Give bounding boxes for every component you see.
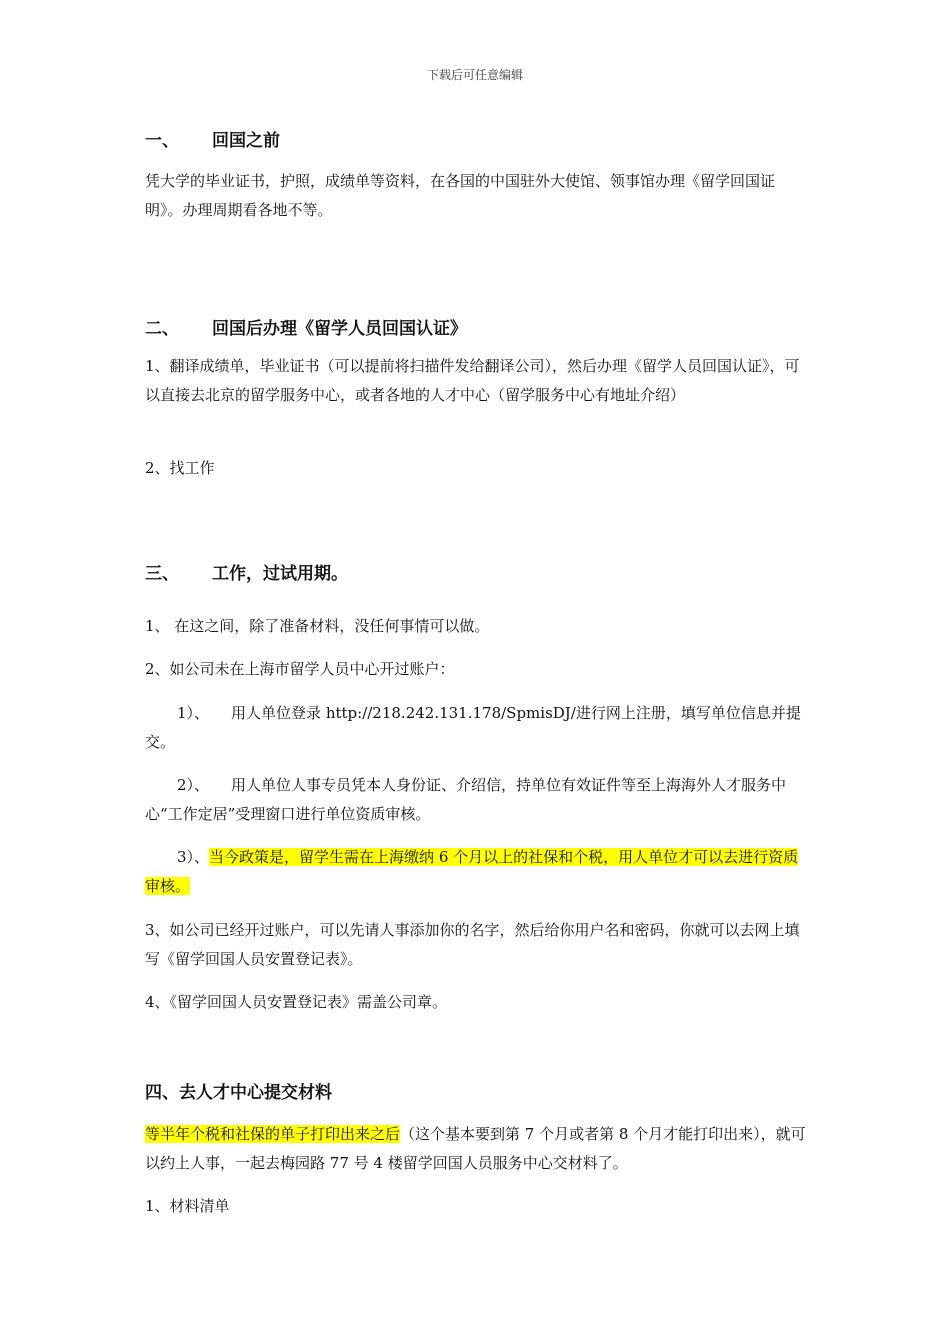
section-1-number: 一、 [145,131,179,151]
section-3-number: 三、 [145,564,179,584]
section-4-heading: 四、去人才中心提交材料 [145,1083,332,1103]
section-3-title: 工作，过试用期。 [212,564,348,584]
section-2-item-1: 1、翻译成绩单，毕业证书（可以提前将扫描件发给翻译公司），然后办理《留学人员回国认证》，可以直接去北京的留学服务中心，或者各地的人才中心（留学服务中心有地址介绍） [145,357,800,404]
section-3-item-3: 3、如公司已经开过账户，可以先请人事添加你的名字，然后给你用户名和密码，你就可以去网上填写《留学回国人员安置登记表》。 [145,921,800,968]
subitem-1-text: 用人单位登录 http://218.242.131.178/SpmisDJ/进行网上注册，填写单位信息并提交。 [145,704,801,751]
section-4-paragraph [145,1120,810,1178]
section-3-subitem-2 [145,771,810,829]
subitem-3-highlighted-text: 当今政策是，留学生需在上海缴纳 6 个月以上的社保和个税，用人单位才可以去进行资质审核。 [145,848,799,895]
section-3-subitem-1 [145,699,810,757]
section-3-item-1: 1、 在这之间，除了准备材料，没任何事情可以做。 [145,617,490,635]
section-2-heading [145,314,467,339]
section-2-number: 二、 [145,319,179,339]
subitem-3-number: 3）、 [177,848,210,866]
section-3-subitem-3 [145,843,810,901]
section-1-heading [145,126,280,151]
subitem-2-number: 2）、 [177,776,210,794]
section-2-item-2: 2、找工作 [145,459,215,477]
section-4-text: （这个基本要到第 7 个月或者第 8 个月才能打印出来），就可以约上人事，一起去梅园路 77 号 4 楼留学回国人员服务中心交材料了。 [145,1125,806,1172]
section-3-item-2: 2、如公司未在上海市留学人员中心开过账户： [145,660,455,678]
section-3-item-4: 4、《留学回国人员安置登记表》需盖公司章。 [145,993,448,1011]
section-4-highlighted-text: 等半年个税和社保的单子打印出来之后 [145,1125,401,1143]
subitem-2-text: 用人单位人事专员凭本人身份证、介绍信，持单位有效证件等至上海海外人才服务中心“工作定居”受理窗口进行单位资质审核。 [145,776,787,823]
section-3-heading [145,559,348,584]
section-1-paragraph: 凭大学的毕业证书，护照，成绩单等资料，在各国的中国驻外大使馆、领事馆办理《留学回国证明》。办理周期看各地不等。 [145,172,776,219]
section-2-title: 回国后办理《留学人员回国认证》 [212,319,467,339]
section-4-item-1: 1、材料清单 [145,1197,230,1215]
subitem-1-number: 1）、 [177,704,210,722]
section-1-title: 回国之前 [212,131,280,151]
page-header: 下载后可任意编辑 [426,68,523,82]
